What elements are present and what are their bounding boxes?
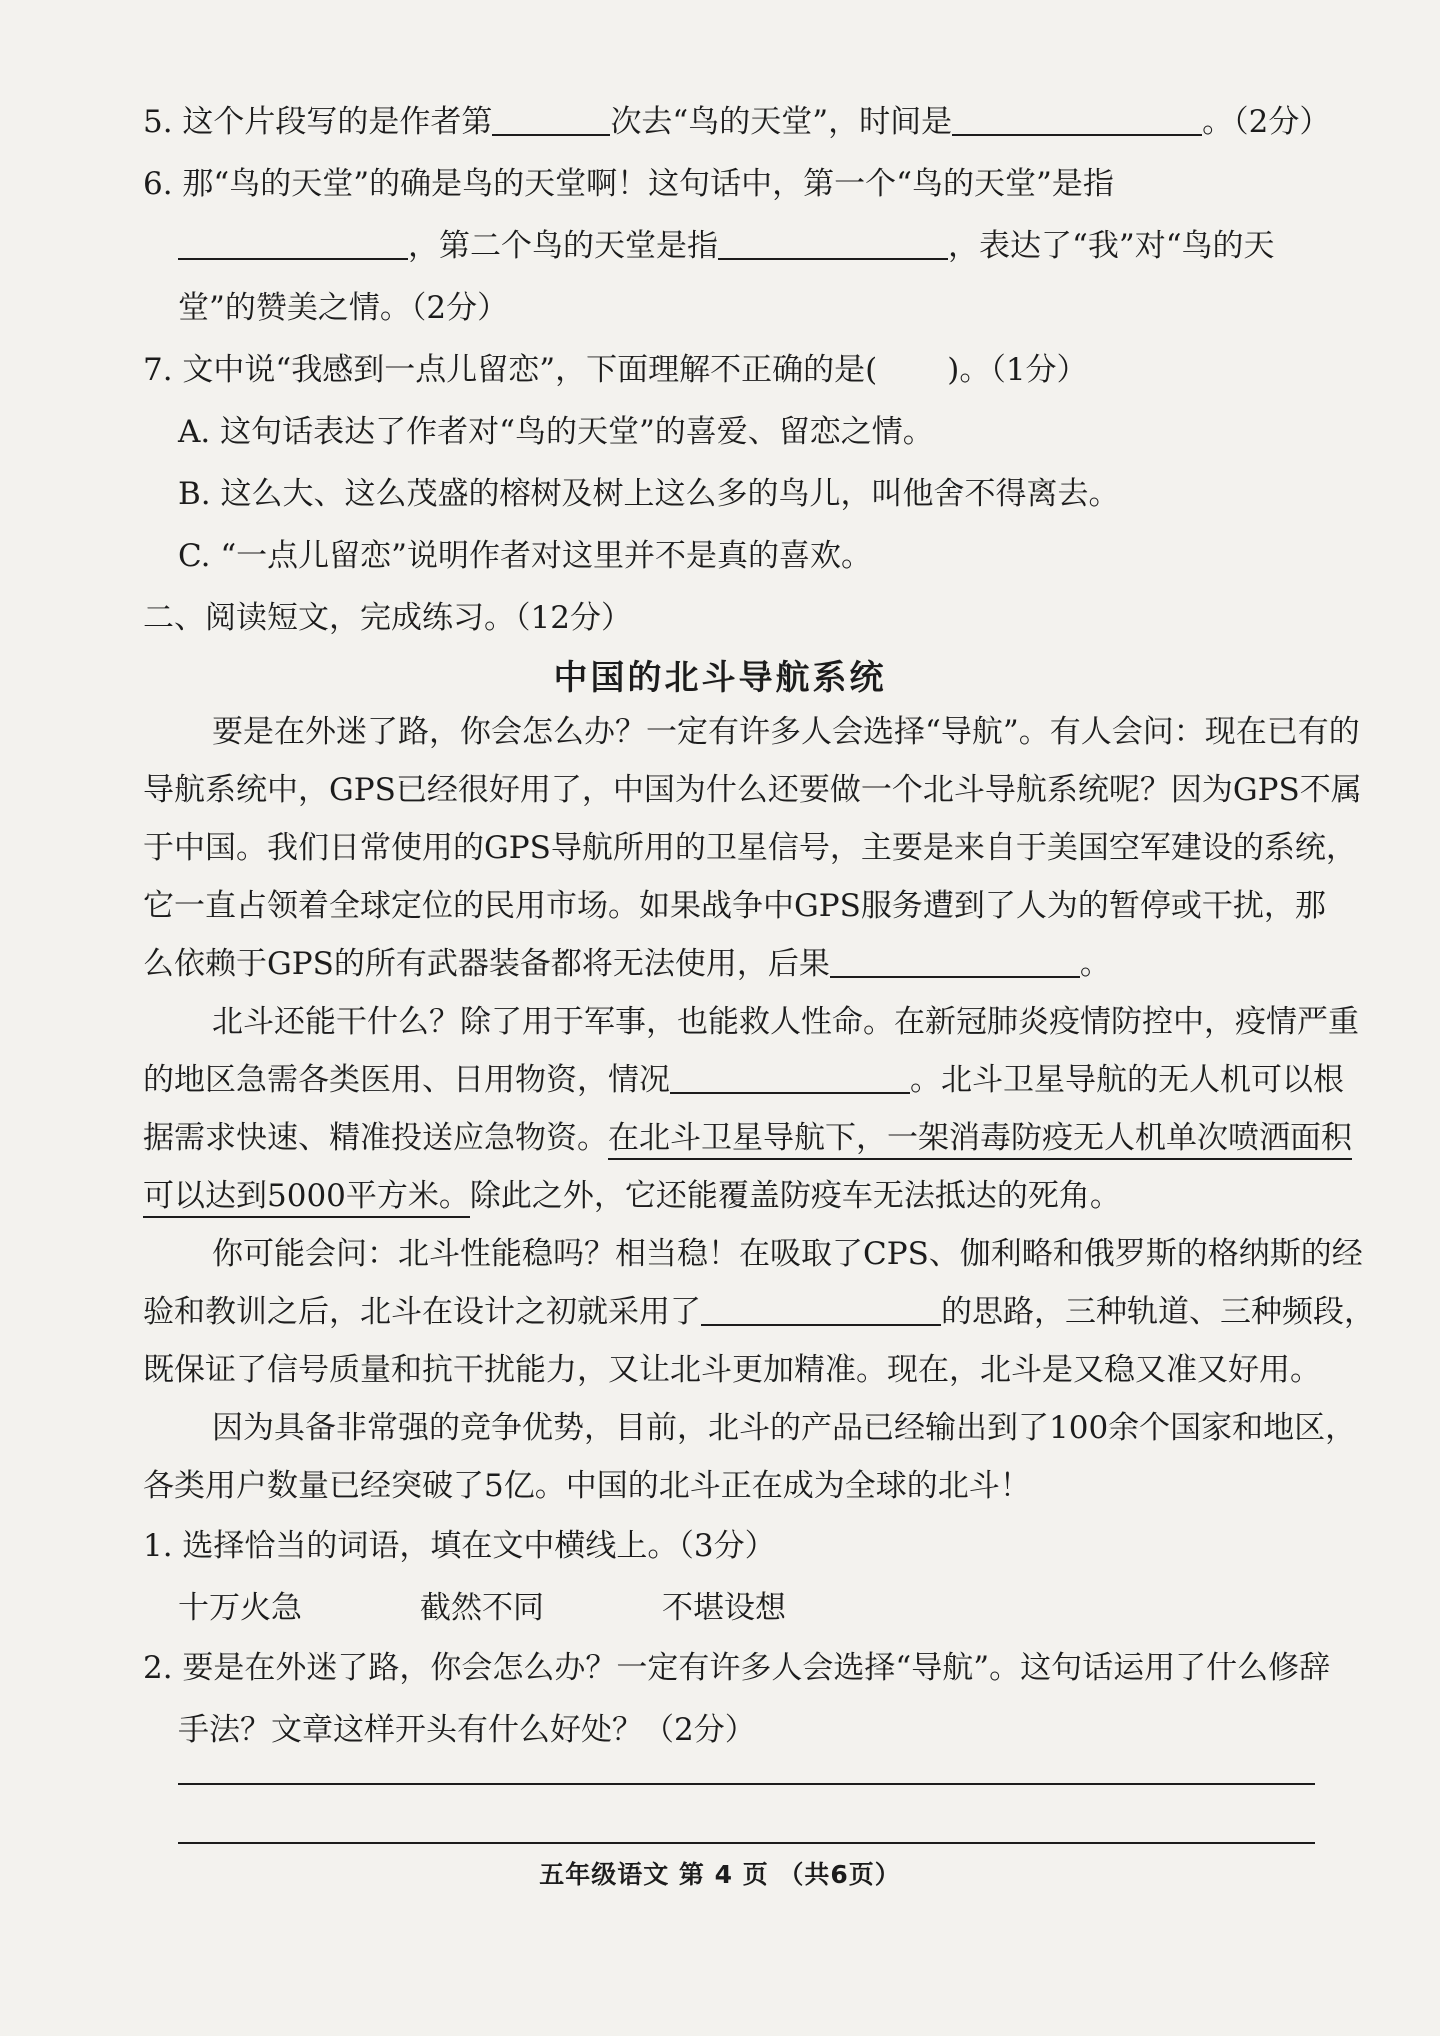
passage-p2-line-4: 可以达到5000平方米。除此之外，它还能覆盖防疫车无法抵达的死角。 xyxy=(143,1176,1320,1216)
answer-blank[interactable] xyxy=(492,104,610,136)
answer-blank[interactable] xyxy=(830,946,1080,978)
word-choice: 十万火急 xyxy=(178,1590,302,1626)
answer-blank[interactable] xyxy=(701,1294,941,1326)
passage-p2-line-1: 北斗还能干什么？除了用于军事，也能救人性命。在新冠肺炎疫情防控中，疫情严重 xyxy=(212,1004,1359,1040)
passage-p1-line-1: 要是在外迷了路，你会怎么办？一定有许多人会选择“导航”。有人会问：现在已有的 xyxy=(212,714,1360,750)
passage-p4-line-1: 因为具备非常强的竞争优势，目前，北斗的产品已经输出到了100余个国家和地区， xyxy=(212,1410,1357,1446)
passage-p1-line-4: 它一直占领着全球定位的民用市场。如果战争中GPS服务遭到了人为的暂停或干扰，那 xyxy=(143,888,1326,924)
question-7: 7. 文中说“我感到一点儿留恋”，下面理解不正确的是( )。（1分） xyxy=(143,352,1088,388)
passage-p3-line-2: 验和教训之后，北斗在设计之初就采用了 的思路，三种轨道、三种频段， xyxy=(143,1294,1375,1330)
passage-p3-line-1: 你可能会问：北斗性能稳吗？相当稳！在吸取了CPS、伽利略和俄罗斯的格纳斯的经 xyxy=(212,1236,1363,1272)
question-6-line-3: 堂”的赞美之情。（2分） xyxy=(178,290,509,326)
answer-blank[interactable] xyxy=(670,1062,910,1094)
underlined-sentence: 可以达到5000平方米。 xyxy=(143,1178,470,1218)
passage-p2-line-3: 据需求快速、精准投送应急物资。在北斗卫星导航下，一架消毒防疫无人机单次喷洒面积 xyxy=(143,1118,1320,1158)
page-footer: 五年级语文 第 4 页 （共6页） xyxy=(539,1860,901,1889)
passage-p1-line-5: 么依赖于GPS的所有武器装备都将无法使用，后果 。 xyxy=(143,946,1111,982)
passage-p3-line-3: 既保证了信号质量和抗干扰能力，又让北斗更加精准。现在，北斗是又稳又准又好用。 xyxy=(143,1352,1321,1388)
answer-line[interactable] xyxy=(178,1842,1315,1844)
answer-blank[interactable] xyxy=(952,104,1202,136)
passage-p1-line-2: 导航系统中，GPS已经很好用了，中国为什么还要做一个北斗导航系统呢？因为GPS不属 xyxy=(143,772,1362,808)
word-choice: 截然不同 xyxy=(420,1590,544,1626)
answer-blank[interactable] xyxy=(718,228,948,260)
option-a: A. 这句话表达了作者对“鸟的天堂”的喜爱、留恋之情。 xyxy=(178,414,934,450)
option-b: B. 这么大、这么茂盛的榕树及树上这么多的鸟儿，叫他舍不得离去。 xyxy=(178,476,1120,512)
option-c: C. “一点儿留恋”说明作者对这里并不是真的喜欢。 xyxy=(178,538,873,574)
question-5: 5. 这个片段写的是作者第 次去“鸟的天堂”，时间是 。（2分） xyxy=(143,104,1331,140)
question-6-line-2: ，第二个鸟的天堂是指 ，表达了“我”对“鸟的天 xyxy=(178,226,1320,266)
exercise-2-line-1: 2. 要是在外迷了路，你会怎么办？一定有许多人会选择“导航”。这句话运用了什么修辞 xyxy=(143,1650,1331,1686)
underlined-sentence: 在北斗卫星导航下，一架消毒防疫无人机单次喷洒面积 xyxy=(608,1120,1352,1160)
section-heading: 二、阅读短文，完成练习。（12分） xyxy=(143,600,632,636)
passage-p4-line-2: 各类用户数量已经突破了5亿。中国的北斗正在成为全球的北斗！ xyxy=(143,1468,1031,1504)
question-6-line-1: 6. 那“鸟的天堂”的确是鸟的天堂啊！这句话中，第一个“鸟的天堂”是指 xyxy=(143,166,1114,202)
passage-p1-line-3: 于中国。我们日常使用的GPS导航所用的卫星信号，主要是来自于美国空军建设的系统， xyxy=(143,830,1357,866)
answer-blank[interactable] xyxy=(178,228,408,260)
word-choice: 不堪设想 xyxy=(662,1590,786,1626)
passage-title: 中国的北斗导航系统 xyxy=(553,658,887,698)
exercise-2-line-2: 手法？文章这样开头有什么好处？（2分） xyxy=(178,1712,756,1748)
passage-p2-line-2: 的地区急需各类医用、日用物资，情况 。北斗卫星导航的无人机可以根 xyxy=(143,1062,1344,1098)
answer-line[interactable] xyxy=(178,1783,1315,1785)
word-choices xyxy=(178,1588,1320,1628)
exercise-1: 1. 选择恰当的词语，填在文中横线上。（3分） xyxy=(143,1528,776,1564)
